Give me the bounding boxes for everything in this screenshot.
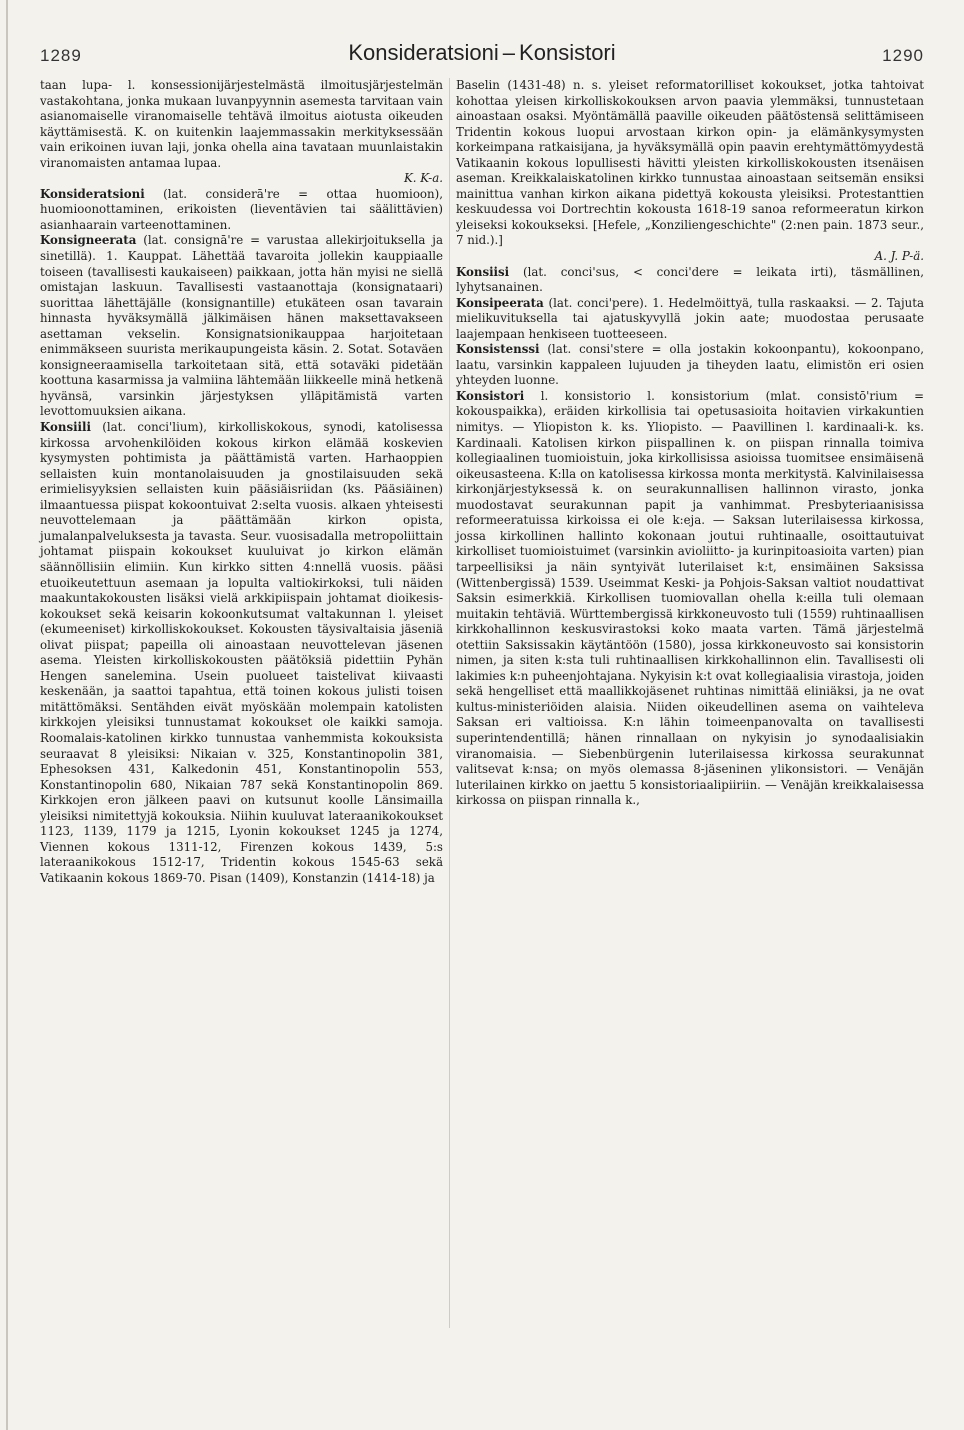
entry-konsiisi: Konsiisi (lat. conci'sus, < conci'dere = leikata irti), täsmällinen, lyhytsanainen. — [456, 264, 924, 295]
author-signature: K. K-a. — [403, 171, 443, 186]
entry-konsideratsioni: Konsideratsioni (lat. considerā're = ottaa huomioon), huomioonottaminen, erikoisten (lieventävien tai säälittävien) asianhaarain varteenottaminen. — [40, 186, 443, 232]
scan-edge — [6, 0, 8, 1430]
headword: Konsigneerata — [40, 233, 137, 248]
left-column — [40, 78, 443, 886]
entry-konsistori: Konsistori l. konsistorio l. konsistorium (mlat. consistō'rium = kokouspaikka), eräiden kirkollisia tai opetusasioita hoitavien virkakuntien nimitys. — Yliopiston k. ks. Yliopisto. — Paavillinen l. kardinaali-k. ks. Kardinaali. Katolisen kirkon piispallinen k. on piispan rinnalla toimiva kollegiaalinen tuomioistuin, joka kirkollisissa asioissa tuomitsee ensimäisenä oikeusasteena. K:lla on katolisessa kirkossa monta merkitystä. Kalvinilaisessa kirkonjärjestyksessä k. on seurakunnallisen hallinnon virasto, jonka muodostavat seurakunnan papit ja vanhimmat. Presbyteriaanisissa reformeeratuissa kirkoissa ei ole k:eja. — Saksan luterilaisessa kirkossa, jossa kirkollinen hallinto kokonaan joutui ruhtinaalle, osoittautuivat kirkolliset tuomioistuimet (varsinkin avioliitto- ja kurinpitoasioita varten) pian tarpeellisiksi ja näin syntyivät luterilaiset k:t, ensimäinen Saksissa (Wittenbergissä) 1539. Useimmat Keski- ja Pohjois-Saksan valtiot noudattivat Saksin esimerkkiä. Kirkollisen tuomiovallan ohella k:eilla tuli olemaan muitakin tehtäviä. Württembergissä kirkkoneuvosto tuli (1559) ruhtinaallisen kirkkohallinnon keskusvirastoksi koko maata varten. Tämä järjestelmä otettiin Saksissakin käytäntöön (1580), jossa kirkkoneuvosto sai konsistorin nimen, ja siten k:sta tuli ruhtinaallisen kirkkohallinnon elin. Tavallisesti oli lakimies k:n puheenjohtajana. Nykyisin k:t ovat kollegiaalisia virastoja, joiden sekä hengelliset että maallikkojäsenet ruhtinas nimittää eliniäksi, ja ne ovat kultus-ministeriöiden alaisia. Niiden oikeudellinen asema on vaihteleva Saksan eri valtioissa. K:n lähin toimeenpanovalta on tavallisesti superintendentillä; hänen rinnallaan on nykyisin jo synodaalisiakin viranomaisia. — Siebenbürgenin luterilaisessa kirkossa seurakunnat valitsevat k:nsa; on myös olemassa 8-jäseninen ylikonsistori. — Venäjän luterilainen kirkko on jaettu 5 konsistoriaalipiiriin. — Venäjän kreikkalaisessa kirkossa on piispan rinnalla k., — [456, 388, 924, 808]
headword: Konsiili — [40, 420, 92, 435]
entry-continuation: taan lupa- l. konsessionijärjestelmästä ilmoitusjärjestelmän vastakohtana, jonka mukaan luvanpyynnin asemesta tarvitaan vain asianomaiselle viranomaiselle tehtävä ilmoitus aiotusta oikeuden käyttämisestä. K. on kuitenkin laajemmassakin merkityksessään vain erikoinen iuvan laji, jonka ohella aina tavataan muunlaistakin viranomaisten antamaa lupaa. — [40, 78, 443, 170]
running-title-right: Konsistori — [519, 40, 616, 65]
author-signature: A. J. P-ä. — [874, 249, 924, 264]
entry-konsistenssi: Konsistenssi (lat. consi'stere = olla jostakin kokoonpantu), kokoonpano, laatu, varsinkin kappaleen lujuuden ja tiheyden laatu, elimistön eri osien yhteyden luonne. — [456, 342, 924, 388]
right-column — [456, 78, 924, 809]
entry-konsipeerata: Konsipeerata (lat. conci'pere). 1. Hedelmöittyä, tulla raskaaksi. — 2. Tajuta mielikuvituksella tai ajatuskyvyllä jokin aate; muodostaa perusaate laajempaan henkiseen tuotteeseen. — [456, 295, 924, 341]
running-title-left: Konsideratsioni — [348, 40, 499, 65]
page-number-left: 1289 — [40, 46, 82, 65]
column-divider — [449, 78, 450, 1328]
running-title: Konsideratsioni – Konsistori — [348, 40, 616, 65]
page-number-right: 1290 — [882, 46, 924, 65]
headword: Konsideratsioni — [40, 186, 145, 201]
entry-konsiili-continued: Baselin (1431-48) n. s. yleiset reformatorilliset kokoukset, jotka tahtoivat kohottaa yleisen kirkolliskokouksen arvon paavia ylemmäksi, tunnustetaan ainoastaan osaksi. Myöntämällä paaville oikeuden päätöstensä selittämiseen Tridentin kokous luopui arvostaan kirkon opin- ja elämänkysymysten korkeimpana ratkaisijana, ja hyväksymällä opin paavin erehtymättömyydestä Vatikaanin kokous lopullisesti hävitti yleisten kirkolliskokousten itsenäisen aseman. Kreikkalaiskatolinen kirkko tunnustaa ainoastaan seitsemän ensiksi mainittua vanhan kirkon aikana pidettyä kokousta yleisiksi. Protestanttien keskuudessa voi Dortrechtin kokousta 1618-19 sanoa reformeeratun kirkon yleiseksi kokoukseksi. [Hefele, „Konziliengeschichte" (2:nen pain. 1873 seur., 7 nid.).] — [456, 78, 924, 248]
headword: Konsistori — [456, 388, 525, 403]
page-header — [40, 40, 924, 72]
entry-konsiili: Konsiili (lat. conci'lium), kirkolliskokous, synodi, katolisessa kirkossa arvohenkilöiden kokous kirkon elämää koskevien kysymysten pohtimista ja päättämistä varten. Harhaoppien sellaisten kuin montanolaisuuden ja gnostilaisuuden sekä erimielisyyksien sellaisten kuin pääsiäisriidan (ks. Pääsiäinen) ilmaantuessa piispat kokoontuivat 2:selta vuosis. alkaen yhteisesti neuvottelemaan ja päättämään kirkon opista, jumalanpalveluksesta ja tavasta. Seur. vuosisadalla metropoliittain johtamat piispain kokoukset kuuluivat jo kirkon elämän säännöllisiin elimiin. Kun kirkko sitten 4:nnellä vuosis. pääsi etuoikeutettuun asemaan ja lopulta valtiokirkoksi, tuli näiden maakuntakokousten lisäksi vielä arkkipiispain johtamat dioikesis-kokoukset sekä keisarin kokoonkutsumat valtakunnan l. yleiset (ekumeeniset) kirkolliskokoukset. Kokousten täysivaltaisia jäseniä olivat piispat; papeilla oli ainoastaan neuvottelevan jäsenen asema. Yleisten kirkolliskokousten päätöksiä pidettiin Pyhän Hengen sanelemina. Usein puolueet taistelivat kiivaasti keskenään, ja saattoi tapahtua, että toinen kokous julisti toisen mitättömäksi. Sentähden eivät myöskään molempain katolisten kirkkojen yleisiksi tunnustamat kokoukset ole kaikki samoja. Roomalais-katolinen kirkko tunnustaa vanhemmista kokouksista seuraavat 8 yleisiksi: Nikaian v. 325, Konstantinopolin 381, Ephesoksen 431, Kalkedonin 451, Konstantinopolin 553, Konstantinopolin 680, Nikaian 787 sekä Konstantinopolin 869. Kirkkojen eron jälkeen paavi on kutsunut koolle Länsimailla yleisiksi nimitettyjä kokouksia. Niihin kuuluvat lateraanikokoukset 1123, 1139, 1179 ja 1215, Lyonin kokoukset 1245 ja 1274, Viennen kokous 1311-12, Firenzen kokous 1439, 5:s lateraanikokous 1512-17, Tridentin kokous 1545-63 sekä Vatikaanin kokous 1869-70. Pisan (1409), Konstanzin (1414-18) ja — [40, 420, 443, 885]
headword: Konsiisi — [456, 264, 510, 279]
headword: Konsistenssi — [456, 342, 540, 357]
entry-konsigneerata: Konsigneerata (lat. consignā're = varustaa allekirjoituksella ja sinetillä). 1. Kauppat. Lähettää tavaroita jollekin kauppiaalle toiseen (tavallisesti kaukaiseen) paikkaan, jotta hän myisi ne siellä omistajan laskuun. Tavallisesti vastaanottaja (konsignataari) suorittaa lähettäjälle (konsignantille) etukäteen osan tavarain hinnasta hyväksymällä jälkimäisen hänen maksettavakseen asettaman vekselin. Konsignatsionikauppaa harjoitetaan enimmäkseen suurista merikaupungeista käsin. 2. Sotat. Sotaväen konsigneeraamisella tarkoitetaan sitä, että sotaväki pidetään koottuna kasarmissa ja valmiina lähtemään liikkeelle minä hetkenä hyvänsä, varsinkin järjestyksen ylläpitämistä varten levottomuuksien aikana. — [40, 233, 443, 419]
headword: Konsipeerata — [456, 295, 544, 310]
